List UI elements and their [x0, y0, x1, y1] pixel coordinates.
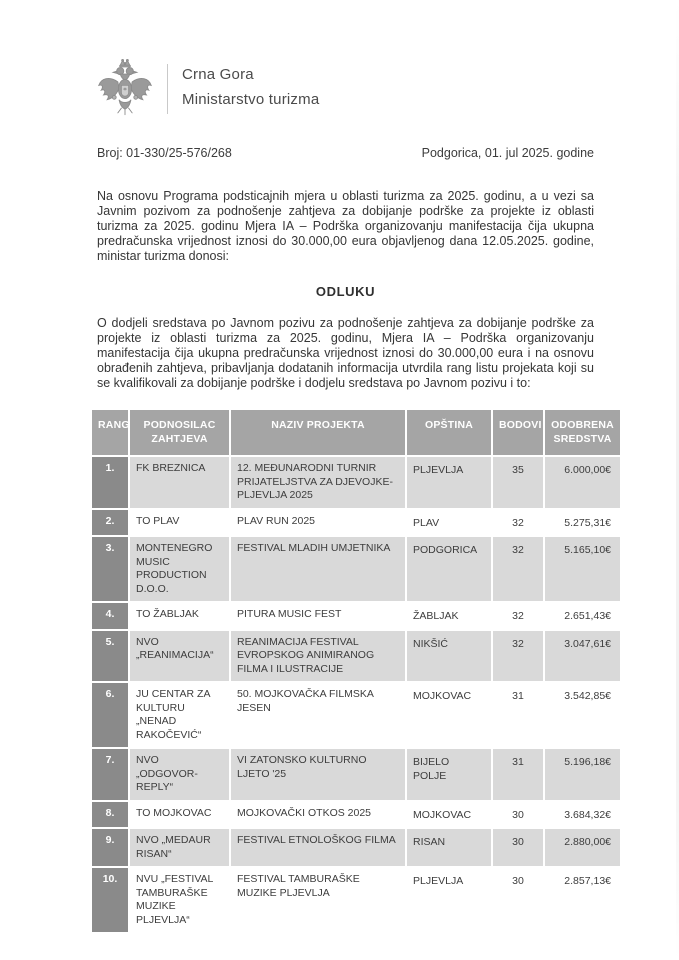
cell-points: 35 — [493, 457, 543, 508]
montenegro-coat-of-arms-icon — [95, 58, 155, 120]
cell-amount: 2.651,43€ — [545, 603, 620, 629]
column-header-amount: ODOBRENA SREDSTVA — [545, 410, 620, 455]
cell-amount: 5.275,31€ — [545, 510, 620, 536]
cell-amount: 3.542,85€ — [545, 683, 620, 747]
cell-amount: 5.196,18€ — [545, 749, 620, 800]
cell-amount: 2.857,13€ — [545, 868, 620, 932]
cell-applicant: FK BREZNICA — [130, 457, 229, 508]
cell-amount: 6.000,00€ — [545, 457, 620, 508]
column-header-project: NAZIV PROJEKTA — [231, 410, 405, 455]
cell-project: MOJKOVAČKI OTKOS 2025 — [231, 802, 405, 828]
table-row — [92, 457, 620, 508]
column-header-municipality: OPŠTINA — [407, 410, 491, 455]
cell-amount: 3.684,32€ — [545, 802, 620, 828]
cell-project: FESTIVAL MLADIH UMJETNIKA — [231, 537, 405, 601]
cell-rank: 10. — [92, 868, 128, 932]
decision-paragraph: O dodjeli sredstava po Javnom pozivu za podnošenje zahtjeva za dobijanje podrške za projekte iz oblasti turizma za 2025. godinu, Mjera IA – Podrška organizovanju manifestacija čija ukupna predračunska vrijednost iznosi do 30.000,00 eura i na osnovu obrađenih zahtjeva, pribavljanja dodatanih informacija utvrdila rang listu projekata koji su se kvalifikovali za dobijanje podrške i dodjelu sredstava po Javnom pozivu i to: — [97, 316, 594, 390]
cell-municipality: PLJEVLJA — [407, 868, 491, 932]
cell-project: FESTIVAL TAMBURAŠKE MUZIKE PLJEVLJA — [231, 868, 405, 932]
cell-points: 31 — [493, 683, 543, 747]
intro-paragraph: Na osnovu Programa podsticajnih mjera u oblasti turizma za 2025. godinu, a u vezi sa Javnim pozivom za podnošenje zahtjeva za dobijanje podrške za projekte iz oblasti turizma za 2025. godinu Mjera IA – Podrška organizovanju manifestacija čija ukupna predračunska vrijednost iznosi do 30.000,00 eura objavljenog dana 12.05.2025. godine, ministar turizma donosi: — [97, 189, 594, 263]
cell-points: 32 — [493, 603, 543, 629]
cell-municipality: ŽABLJAK — [407, 603, 491, 629]
cell-points: 30 — [493, 868, 543, 932]
cell-applicant: TO ŽABLJAK — [130, 603, 229, 629]
cell-rank: 2. — [92, 510, 128, 536]
cell-rank: 6. — [92, 683, 128, 747]
cell-amount: 3.047,61€ — [545, 631, 620, 682]
table-row — [92, 603, 620, 629]
cell-project: VI ZATONSKO KULTURNO LJETO '25 — [231, 749, 405, 800]
cell-rank: 1. — [92, 457, 128, 508]
letterhead — [95, 58, 608, 120]
letterhead-divider — [167, 64, 168, 114]
cell-project: 50. MOJKOVAČKA FILMSKA JESEN — [231, 683, 405, 747]
column-header-points: BODOVI — [493, 410, 543, 455]
cell-project: REANIMACIJA FESTIVAL EVROPSKOG ANIMIRANOG FILMA I ILUSTRACIJE — [231, 631, 405, 682]
cell-project: PLAV RUN 2025 — [231, 510, 405, 536]
cell-applicant: TO MOJKOVAC — [130, 802, 229, 828]
cell-municipality: PLAV — [407, 510, 491, 536]
cell-municipality: MOJKOVAC — [407, 802, 491, 828]
cell-points: 32 — [493, 537, 543, 601]
document-number: Broj: 01-330/25-576/268 — [97, 146, 232, 160]
cell-municipality: RISAN — [407, 829, 491, 866]
column-header-rank: RANG — [92, 410, 128, 455]
ministry-name: Ministarstvo turizma — [182, 91, 320, 108]
cell-applicant: MONTENEGRO MUSIC PRODUCTION D.O.O. — [130, 537, 229, 601]
cell-municipality: MOJKOVAC — [407, 683, 491, 747]
country-name: Crna Gora — [182, 66, 254, 83]
table-row — [92, 537, 620, 601]
cell-municipality: NIKŠIĆ — [407, 631, 491, 682]
cell-rank: 4. — [92, 603, 128, 629]
table-row — [92, 868, 620, 932]
column-header-applicant: PODNOSILAC ZAHTJEVA — [130, 410, 229, 455]
cell-points: 32 — [493, 510, 543, 536]
table-row — [92, 683, 620, 747]
cell-applicant: JU CENTAR ZA KULTURU „NENAD RAKOČEVIĆ“ — [130, 683, 229, 747]
cell-amount: 5.165,10€ — [545, 537, 620, 601]
document-meta-row — [97, 146, 594, 160]
cell-applicant: NVO „REANIMACIJA“ — [130, 631, 229, 682]
cell-municipality: BIJELO POLJE — [407, 749, 491, 800]
projects-ranking-table — [90, 408, 622, 934]
cell-points: 32 — [493, 631, 543, 682]
place-and-date: Podgorica, 01. jul 2025. godine — [421, 146, 594, 160]
cell-project: PITURA MUSIC FEST — [231, 603, 405, 629]
cell-rank: 9. — [92, 829, 128, 866]
cell-points: 30 — [493, 829, 543, 866]
decision-heading: ODLUKU — [315, 284, 376, 299]
table-row — [92, 749, 620, 800]
table-row — [92, 631, 620, 682]
cell-applicant: NVU „FESTIVAL TAMBURAŠKE MUZIKE PLJEVLJA“ — [130, 868, 229, 932]
cell-municipality: PODGORICA — [407, 537, 491, 601]
cell-points: 31 — [493, 749, 543, 800]
cell-project: FESTIVAL ETNOLOŠKOG FILMA — [231, 829, 405, 866]
table-row — [92, 510, 620, 536]
cell-points: 30 — [493, 802, 543, 828]
cell-project: 12. MEĐUNARODNI TURNIR PRIJATELJSTVA ZA DJEVOJKE- PLJEVLJA 2025 — [231, 457, 405, 508]
cell-rank: 5. — [92, 631, 128, 682]
cell-amount: 2.880,00€ — [545, 829, 620, 866]
table-row — [92, 829, 620, 866]
cell-rank: 3. — [92, 537, 128, 601]
cell-applicant: NVO „MEDAUR RISAN“ — [130, 829, 229, 866]
table-row — [92, 802, 620, 828]
cell-municipality: PLJEVLJA — [407, 457, 491, 508]
cell-rank: 7. — [92, 749, 128, 800]
cell-applicant: TO PLAV — [130, 510, 229, 536]
table-header — [92, 410, 620, 455]
cell-applicant: NVO „ODGOVOR- REPLY“ — [130, 749, 229, 800]
cell-rank: 8. — [92, 802, 128, 828]
